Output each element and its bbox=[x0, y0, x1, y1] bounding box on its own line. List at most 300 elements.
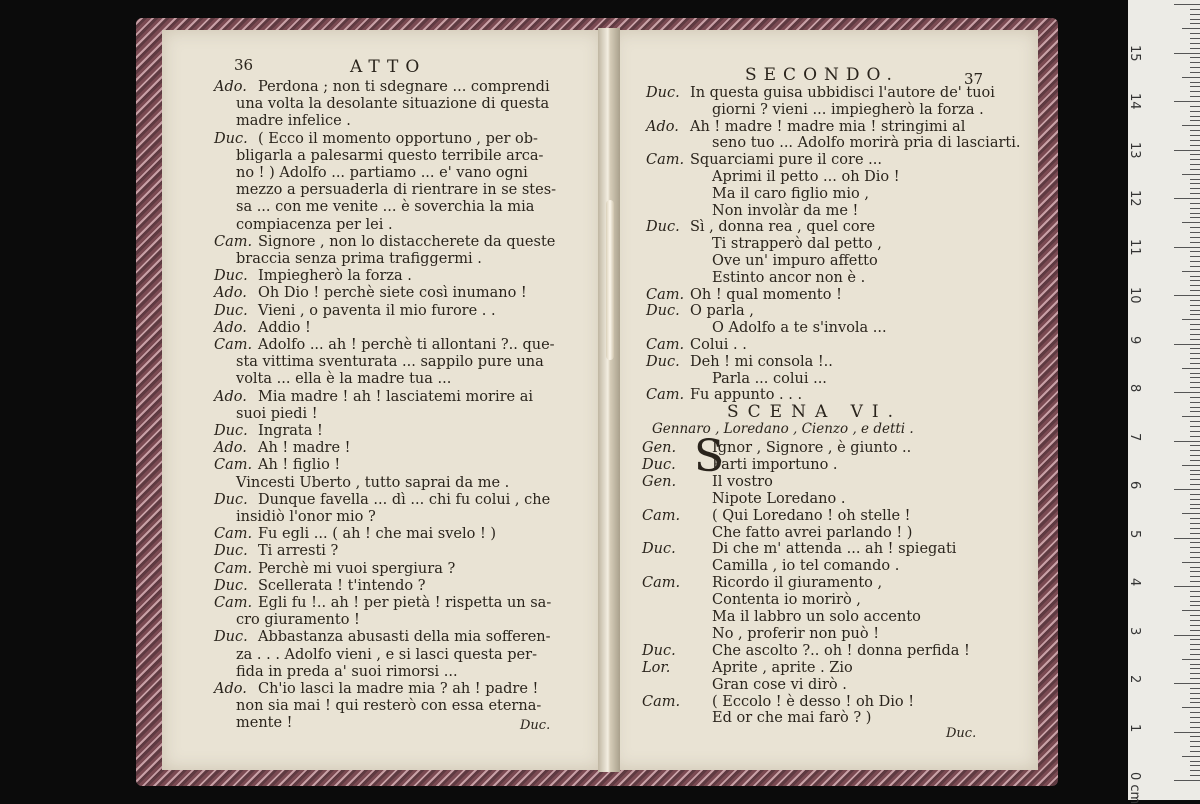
text-line: Che ascolto ?.. oh ! donna perfida ! bbox=[712, 642, 970, 659]
ruler-tick bbox=[1190, 203, 1200, 204]
ruler-tick bbox=[1190, 397, 1200, 398]
text-line: sta vittima sventurata ... sappilo pure una bbox=[236, 354, 544, 371]
speaker-label: Lor. bbox=[642, 659, 671, 676]
binding-thread bbox=[606, 200, 614, 360]
ruler-tick bbox=[1190, 48, 1200, 49]
speaker-label: Ado. bbox=[214, 319, 247, 336]
ruler-tick bbox=[1190, 387, 1200, 388]
text-line: suoi piedi ! bbox=[236, 405, 318, 422]
ruler-tick bbox=[1190, 67, 1200, 68]
text-line: Aprimi il petto ... oh Dio ! bbox=[712, 169, 900, 185]
ruler-tick bbox=[1190, 9, 1200, 10]
ruler-tick bbox=[1190, 285, 1200, 286]
text-line: Signore , non lo distaccherete da queste bbox=[258, 233, 556, 250]
ruler-tick bbox=[1190, 693, 1200, 694]
ruler-tick bbox=[1190, 620, 1200, 621]
ruler-tick bbox=[1190, 722, 1200, 723]
ruler-tick bbox=[1182, 271, 1200, 272]
text-line: Ah ! madre ! bbox=[258, 440, 351, 457]
ruler-tick bbox=[1190, 630, 1200, 631]
right-catchword: Duc. bbox=[946, 726, 977, 741]
ruler-tick bbox=[1190, 698, 1200, 699]
text-line: O Adolfo a te s'invola ... bbox=[712, 320, 887, 337]
drop-cap: S bbox=[694, 431, 725, 482]
text-line: giorni ? vieni ... impiegherò la forza . bbox=[712, 101, 984, 118]
speaker-label: Cam. bbox=[646, 337, 685, 353]
speaker-label: Gen. bbox=[642, 473, 677, 490]
ruler-tick bbox=[1174, 101, 1200, 102]
ruler-tick bbox=[1190, 504, 1200, 505]
ruler-tick bbox=[1190, 436, 1200, 437]
ruler-tick bbox=[1190, 445, 1200, 446]
ruler-tick bbox=[1190, 135, 1200, 136]
ruler-tick bbox=[1190, 358, 1200, 359]
text-line: Vincesti Uberto , tutto saprai da me . bbox=[236, 474, 510, 491]
ruler-label: 8 bbox=[1127, 384, 1142, 393]
text-line: Oh ! qual momento ! bbox=[690, 286, 842, 303]
ruler-tick bbox=[1174, 441, 1200, 442]
ruler-tick bbox=[1190, 111, 1200, 112]
text-line: Mia madre ! ah ! lasciatemi morire ai bbox=[258, 388, 533, 405]
text-line: Non involàr da me ! bbox=[712, 202, 859, 219]
text-line: cro giuramento ! bbox=[236, 612, 360, 629]
ruler-tick bbox=[1190, 213, 1200, 214]
ruler-tick bbox=[1190, 183, 1200, 184]
ruler-tick bbox=[1190, 644, 1200, 645]
text-line: madre infelice . bbox=[236, 113, 351, 130]
speaker-label: Ado. bbox=[214, 285, 247, 302]
ruler-tick bbox=[1190, 523, 1200, 524]
speaker-label: Cam. bbox=[214, 233, 253, 250]
text-line: volta ... ella è la madre tua ... bbox=[236, 371, 452, 388]
speaker-label: Duc. bbox=[646, 219, 680, 236]
text-line: compiacenza per lei . bbox=[236, 216, 393, 233]
ruler-tick bbox=[1190, 251, 1200, 252]
text-line: Fu appunto . . . bbox=[690, 387, 803, 404]
ruler-tick bbox=[1190, 33, 1200, 34]
ruler-tick bbox=[1190, 57, 1200, 58]
text-line: Vieni , o paventa il mio furore . . bbox=[258, 302, 496, 319]
ruler-tick bbox=[1190, 19, 1200, 20]
text-line: Adolfo ... ah ! perchè ti allontani ?.. que- bbox=[258, 337, 555, 353]
ruler-tick bbox=[1174, 635, 1200, 636]
text-line: O parla , bbox=[690, 303, 754, 320]
speaker-label: Cam. bbox=[646, 387, 685, 404]
ruler-tick bbox=[1182, 513, 1200, 514]
speaker-label: Ado. bbox=[646, 118, 679, 135]
ruler-tick bbox=[1190, 450, 1200, 451]
text-line: Ti strapperò dal petto , bbox=[712, 236, 882, 253]
ruler-tick bbox=[1174, 586, 1200, 587]
ruler-tick bbox=[1190, 130, 1200, 131]
ruler-tick bbox=[1190, 547, 1200, 548]
ruler-tick bbox=[1190, 188, 1200, 189]
text-line: sa ... con me venite ... è soverchia la mia bbox=[236, 199, 535, 216]
text-line: Di che m' attenda ... ah ! spiegati bbox=[712, 541, 957, 558]
speaker-label: Ado. bbox=[214, 440, 247, 457]
ruler-tick bbox=[1190, 717, 1200, 718]
ruler-tick bbox=[1190, 96, 1200, 97]
ruler-tick bbox=[1182, 610, 1200, 611]
ruler-tick bbox=[1190, 324, 1200, 325]
ruler-tick bbox=[1190, 208, 1200, 209]
ruler-tick bbox=[1190, 499, 1200, 500]
text-line: Gran cose vi dirò . bbox=[712, 676, 847, 693]
ruler-tick bbox=[1190, 668, 1200, 669]
text-line: Ed or che mai farò ? ) bbox=[712, 710, 872, 727]
ruler-tick bbox=[1190, 542, 1200, 543]
ruler-tick bbox=[1190, 571, 1200, 572]
ruler-tick bbox=[1190, 179, 1200, 180]
ruler-tick bbox=[1182, 125, 1200, 126]
ruler-tick bbox=[1190, 377, 1200, 378]
ruler-tick bbox=[1190, 373, 1200, 374]
text-line: Squarciami pure il core ... bbox=[690, 152, 882, 169]
ruler-tick bbox=[1190, 712, 1200, 713]
ruler-tick bbox=[1190, 460, 1200, 461]
ruler-tick bbox=[1182, 707, 1200, 708]
ruler-tick bbox=[1174, 489, 1200, 490]
ruler-tick bbox=[1190, 484, 1200, 485]
speaker-label: Cam. bbox=[214, 560, 253, 577]
text-line: Scellerata ! t'intendo ? bbox=[258, 577, 426, 594]
text-line: Ah ! madre ! madre mia ! stringimi al bbox=[690, 118, 966, 135]
ruler-tick bbox=[1174, 683, 1200, 684]
ruler-tick bbox=[1190, 154, 1200, 155]
speaker-label: Duc. bbox=[214, 302, 248, 319]
ruler-tick bbox=[1190, 305, 1200, 306]
speaker-label: Duc. bbox=[642, 456, 676, 473]
ruler-tick bbox=[1190, 615, 1200, 616]
ruler-tick bbox=[1190, 353, 1200, 354]
ruler-label: 1 bbox=[1127, 723, 1142, 732]
text-line: Ma il labbro un solo accento bbox=[712, 609, 921, 625]
ruler-tick bbox=[1190, 232, 1200, 233]
ruler-tick bbox=[1174, 780, 1200, 781]
ruler-tick bbox=[1190, 43, 1200, 44]
ruler-tick bbox=[1182, 756, 1200, 757]
text-line: una volta la desolante situazione di questa bbox=[236, 96, 550, 113]
ruler-tick bbox=[1190, 300, 1200, 301]
text-line: Colui . . bbox=[690, 337, 747, 353]
speaker-label: Cam. bbox=[214, 526, 253, 543]
ruler-tick bbox=[1174, 198, 1200, 199]
ruler-tick bbox=[1182, 465, 1200, 466]
ruler-tick bbox=[1190, 605, 1200, 606]
text-line: Ti arresti ? bbox=[258, 543, 339, 560]
ruler-tick bbox=[1174, 344, 1200, 345]
ruler-tick bbox=[1190, 217, 1200, 218]
speaker-label: Ado. bbox=[214, 388, 247, 405]
right-page-number: 37 bbox=[964, 70, 984, 88]
left-catchword: Duc. bbox=[520, 718, 551, 733]
ruler-tick bbox=[1190, 62, 1200, 63]
ruler-tick bbox=[1190, 664, 1200, 665]
ruler-tick bbox=[1190, 494, 1200, 495]
ruler-tick bbox=[1190, 673, 1200, 674]
ruler-tick bbox=[1190, 169, 1200, 170]
ruler-tick bbox=[1190, 159, 1200, 160]
speaker-label: Duc. bbox=[214, 543, 248, 560]
ruler-tick bbox=[1190, 310, 1200, 311]
ruler-label: 6 bbox=[1127, 481, 1142, 490]
ruler-tick bbox=[1190, 567, 1200, 568]
speaker-label: Cam. bbox=[642, 575, 681, 592]
text-line: Estinto ancor non è . bbox=[712, 269, 866, 286]
text-line: mente ! bbox=[236, 715, 293, 732]
speaker-label: Ado. bbox=[214, 681, 247, 697]
ruler-tick bbox=[1190, 761, 1200, 762]
ruler-tick bbox=[1190, 363, 1200, 364]
ruler-tick bbox=[1190, 91, 1200, 92]
ruler-tick bbox=[1190, 140, 1200, 141]
text-line: Parti importuno . bbox=[712, 456, 838, 473]
text-line: non sia mai ! qui resterò con essa eterna- bbox=[236, 698, 542, 715]
ruler-tick bbox=[1174, 4, 1200, 5]
ruler-tick bbox=[1190, 261, 1200, 262]
ruler-label: 11 bbox=[1127, 238, 1142, 256]
speaker-label: Cam. bbox=[214, 595, 253, 611]
text-line: Fu egli ... ( ah ! che mai svelo ! ) bbox=[258, 526, 497, 543]
ruler-tick bbox=[1190, 678, 1200, 679]
ruler-tick bbox=[1190, 402, 1200, 403]
ruler-tick bbox=[1190, 193, 1200, 194]
speaker-label: Cam. bbox=[646, 286, 685, 303]
ruler-label: 15 bbox=[1127, 44, 1142, 62]
ruler-tick bbox=[1190, 106, 1200, 107]
ruler-tick bbox=[1190, 518, 1200, 519]
speaker-label: Cam. bbox=[214, 457, 253, 474]
text-line: Perdona ; non ti sdegnare ... comprendi bbox=[258, 79, 550, 95]
text-line: mezzo a persuaderla di rientrare in se stes- bbox=[236, 182, 557, 199]
speaker-label: Gen. bbox=[642, 440, 677, 456]
speaker-label: Duc. bbox=[214, 268, 248, 285]
scene-heading: SCENA VI. bbox=[727, 402, 903, 422]
ruler-tick bbox=[1190, 348, 1200, 349]
text-line: Ingrata ! bbox=[258, 423, 323, 439]
ruler-tick bbox=[1190, 120, 1200, 121]
text-line: Ma il caro figlio mio , bbox=[712, 185, 869, 202]
speaker-label: Duc. bbox=[214, 130, 248, 147]
ruler-tick bbox=[1174, 247, 1200, 248]
ruler-label: 3 bbox=[1127, 626, 1142, 635]
ruler-tick bbox=[1190, 474, 1200, 475]
ruler-tick bbox=[1190, 533, 1200, 534]
ruler-tick bbox=[1190, 72, 1200, 73]
text-line: Dunque favella ... dì ... chi fu colui , che bbox=[258, 491, 551, 508]
text-line: fida in preda a' suoi rimorsi ... bbox=[236, 663, 458, 680]
ruler-label: 2 bbox=[1127, 675, 1142, 684]
ruler-tick bbox=[1190, 639, 1200, 640]
ruler-tick bbox=[1174, 392, 1200, 393]
book-gutter bbox=[598, 28, 620, 772]
text-line: ( Ecco il momento opportuno , per ob- bbox=[258, 130, 538, 147]
ruler-tick bbox=[1190, 688, 1200, 689]
ruler-tick bbox=[1174, 53, 1200, 54]
text-line: seno tuo ... Adolfo morirà pria di lasciarti. bbox=[712, 135, 1021, 152]
text-line: Ignor , Signore , è giunto .. bbox=[712, 440, 912, 456]
text-line: Oh Dio ! perchè siete così inumano ! bbox=[258, 285, 527, 302]
ruler-tick bbox=[1190, 266, 1200, 267]
text-line: Ove un' impuro affetto bbox=[712, 253, 878, 269]
ruler-tick bbox=[1190, 576, 1200, 577]
text-line: Aprite , aprite . Zio bbox=[712, 659, 853, 676]
ruler-tick bbox=[1190, 426, 1200, 427]
text-line: Contenta io morirò , bbox=[712, 592, 861, 609]
text-line: no ! ) Adolfo ... partiamo ... e' vano ogni bbox=[236, 165, 528, 181]
speaker-label: Duc. bbox=[646, 353, 680, 370]
ruler-label: 13 bbox=[1127, 141, 1142, 159]
text-line: Che fatto avrei parlando ! ) bbox=[712, 524, 913, 541]
ruler-tick bbox=[1190, 581, 1200, 582]
ruler-tick bbox=[1190, 237, 1200, 238]
text-line: In questa guisa ubbidisci l'autore de' tuoi bbox=[690, 85, 995, 101]
ruler-tick bbox=[1190, 82, 1200, 83]
text-line: za . . . Adolfo vieni , e si lasci questa per- bbox=[236, 646, 537, 663]
text-line: Perchè mi vuoi spergiura ? bbox=[258, 560, 456, 577]
ruler-tick bbox=[1182, 77, 1200, 78]
ruler-tick bbox=[1190, 116, 1200, 117]
ruler-tick bbox=[1182, 28, 1200, 29]
measuring-ruler bbox=[1127, 0, 1200, 804]
ruler-tick bbox=[1190, 479, 1200, 480]
speaker-label: Duc. bbox=[646, 303, 680, 320]
ruler-tick bbox=[1190, 407, 1200, 408]
ruler-tick bbox=[1190, 334, 1200, 335]
ruler-label: 0 cm bbox=[1127, 772, 1142, 804]
ruler-tick bbox=[1190, 339, 1200, 340]
text-line: Camilla , io tel comando . bbox=[712, 558, 900, 575]
ruler-tick bbox=[1190, 14, 1200, 15]
text-line: No , proferir non può ! bbox=[712, 625, 880, 642]
speaker-label: Cam. bbox=[646, 152, 685, 169]
text-line: Egli fu !.. ah ! per pietà ! rispetta un sa- bbox=[258, 595, 552, 611]
text-line: ( Eccolo ! è desso ! oh Dio ! bbox=[712, 693, 915, 710]
ruler-tick bbox=[1190, 421, 1200, 422]
speaker-label: Duc. bbox=[214, 423, 248, 439]
speaker-label: Duc. bbox=[214, 629, 248, 646]
text-line: Il vostro bbox=[712, 473, 773, 490]
speaker-label: Cam. bbox=[214, 337, 253, 353]
left-running-head: ATTO bbox=[350, 57, 427, 77]
ruler-tick bbox=[1190, 256, 1200, 257]
ruler-label: 9 bbox=[1127, 335, 1142, 344]
text-line: Ch'io lasci la madre mia ? ah ! padre ! bbox=[258, 681, 539, 697]
ruler-tick bbox=[1190, 470, 1200, 471]
text-line: braccia senza prima trafiggermi . bbox=[236, 251, 482, 267]
ruler-tick bbox=[1190, 596, 1200, 597]
ruler-tick bbox=[1190, 557, 1200, 558]
ruler-tick bbox=[1190, 751, 1200, 752]
ruler-tick bbox=[1190, 411, 1200, 412]
text-line: Impiegherò la forza . bbox=[258, 268, 412, 285]
ruler-tick bbox=[1182, 416, 1200, 417]
ruler-label: 14 bbox=[1127, 93, 1142, 110]
speaker-label: Duc. bbox=[642, 642, 676, 659]
ruler-tick bbox=[1190, 591, 1200, 592]
text-line: Sì , donna rea , quel core bbox=[690, 219, 876, 236]
text-line: Nipote Loredano . bbox=[712, 490, 846, 507]
ruler-tick bbox=[1190, 329, 1200, 330]
ruler-tick bbox=[1190, 227, 1200, 228]
ruler-tick bbox=[1182, 562, 1200, 563]
ruler-label: 7 bbox=[1127, 432, 1142, 441]
speaker-label: Duc. bbox=[646, 85, 680, 101]
ruler-tick bbox=[1190, 164, 1200, 165]
left-page-number: 36 bbox=[234, 56, 254, 74]
ruler-tick bbox=[1190, 775, 1200, 776]
text-line: Abbastanza abusasti della mia sofferen- bbox=[258, 629, 551, 646]
speaker-label: Ado. bbox=[214, 79, 247, 95]
ruler-tick bbox=[1190, 431, 1200, 432]
ruler-tick bbox=[1190, 741, 1200, 742]
ruler-tick bbox=[1182, 368, 1200, 369]
ruler-tick bbox=[1182, 174, 1200, 175]
ruler-tick bbox=[1190, 702, 1200, 703]
ruler-tick bbox=[1174, 150, 1200, 151]
ruler-tick bbox=[1182, 222, 1200, 223]
scene-characters: Gennaro , Loredano , Cienzo , e detti . bbox=[652, 421, 914, 437]
ruler-tick bbox=[1190, 145, 1200, 146]
ruler-tick bbox=[1190, 746, 1200, 747]
text-line: Ricordo il giuramento , bbox=[712, 575, 883, 592]
ruler-tick bbox=[1182, 319, 1200, 320]
ruler-tick bbox=[1190, 455, 1200, 456]
ruler-tick bbox=[1190, 552, 1200, 553]
ruler-tick bbox=[1190, 38, 1200, 39]
text-line: Parla ... colui ... bbox=[712, 370, 827, 387]
ruler-label: 12 bbox=[1127, 190, 1142, 207]
text-line: ( Qui Loredano ! oh stelle ! bbox=[712, 507, 911, 524]
ruler-tick bbox=[1190, 86, 1200, 87]
speaker-label: Duc. bbox=[214, 491, 248, 508]
text-line: Ah ! figlio ! bbox=[258, 457, 341, 474]
ruler-tick bbox=[1190, 727, 1200, 728]
ruler-tick bbox=[1190, 736, 1200, 737]
ruler-tick bbox=[1190, 242, 1200, 243]
ruler-tick bbox=[1190, 290, 1200, 291]
speaker-label: Cam. bbox=[642, 693, 681, 710]
ruler-tick bbox=[1190, 770, 1200, 771]
ruler-tick bbox=[1174, 295, 1200, 296]
speaker-label: Duc. bbox=[214, 577, 248, 594]
speaker-label: Duc. bbox=[642, 541, 676, 558]
ruler-tick bbox=[1190, 314, 1200, 315]
ruler-tick bbox=[1190, 601, 1200, 602]
ruler-tick bbox=[1190, 508, 1200, 509]
ruler-tick bbox=[1190, 625, 1200, 626]
ruler-label: 5 bbox=[1127, 529, 1142, 538]
speaker-label: Cam. bbox=[642, 507, 681, 524]
ruler-tick bbox=[1174, 732, 1200, 733]
ruler-label: 10 bbox=[1127, 287, 1142, 304]
ruler-tick bbox=[1190, 23, 1200, 24]
text-line: insidiò l'onor mio ? bbox=[236, 509, 376, 525]
ruler-tick bbox=[1190, 280, 1200, 281]
text-line: Deh ! mi consola !.. bbox=[690, 353, 833, 370]
ruler-tick bbox=[1190, 649, 1200, 650]
ruler-tick bbox=[1190, 528, 1200, 529]
ruler-tick bbox=[1190, 382, 1200, 383]
ruler-label: 4 bbox=[1127, 578, 1142, 587]
ruler-tick bbox=[1190, 654, 1200, 655]
ruler-tick bbox=[1190, 765, 1200, 766]
ruler-tick bbox=[1190, 276, 1200, 277]
ruler-tick bbox=[1182, 659, 1200, 660]
text-line: Addio ! bbox=[258, 319, 311, 336]
text-line: bligarla a palesarmi questo terribile arca- bbox=[236, 147, 544, 164]
right-running-head: SECONDO. bbox=[745, 65, 899, 85]
